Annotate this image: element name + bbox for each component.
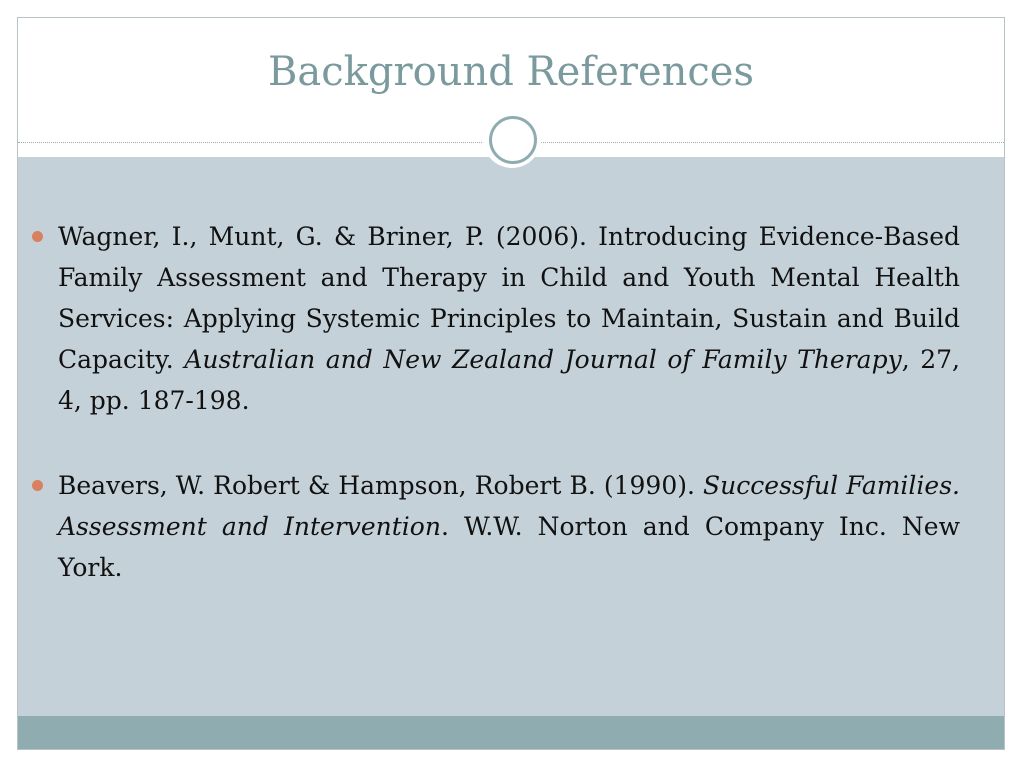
ring-inner	[489, 116, 537, 164]
reference-list	[30, 216, 960, 632]
reference-details: , 27, 4, pp. 187-198.	[58, 345, 960, 415]
bullet-dot-icon	[32, 231, 43, 242]
book-title-separator: .	[952, 471, 960, 500]
reference-item-wagner	[30, 216, 960, 421]
book-title: Successful Families	[703, 471, 953, 500]
reference-text: Beavers, W. Robert & Hampson, Robert B. (1990).	[58, 471, 704, 500]
reference-text: Wagner, I., Munt, G. & Briner, P. (2006). Introducing Evidence-Based Family Assessment and Therapy in Child and Youth Mental Health Services: Applying Systemic Principles to Maintain, Sustain and Build Capacity.	[58, 222, 960, 374]
reference-details: . W.W. Norton and Company Inc. New York.	[58, 512, 960, 582]
journal-title: Australian and New Zealand Journal of Family Therapy	[184, 345, 902, 374]
book-subtitle: Assessment and Intervention	[58, 512, 441, 541]
reference-item-beavers	[30, 465, 960, 588]
bullet-dot-icon	[32, 480, 43, 491]
bottom-bar	[18, 716, 1004, 750]
slide-title: Background References	[268, 49, 754, 95]
ring-ornament-icon	[483, 110, 541, 168]
